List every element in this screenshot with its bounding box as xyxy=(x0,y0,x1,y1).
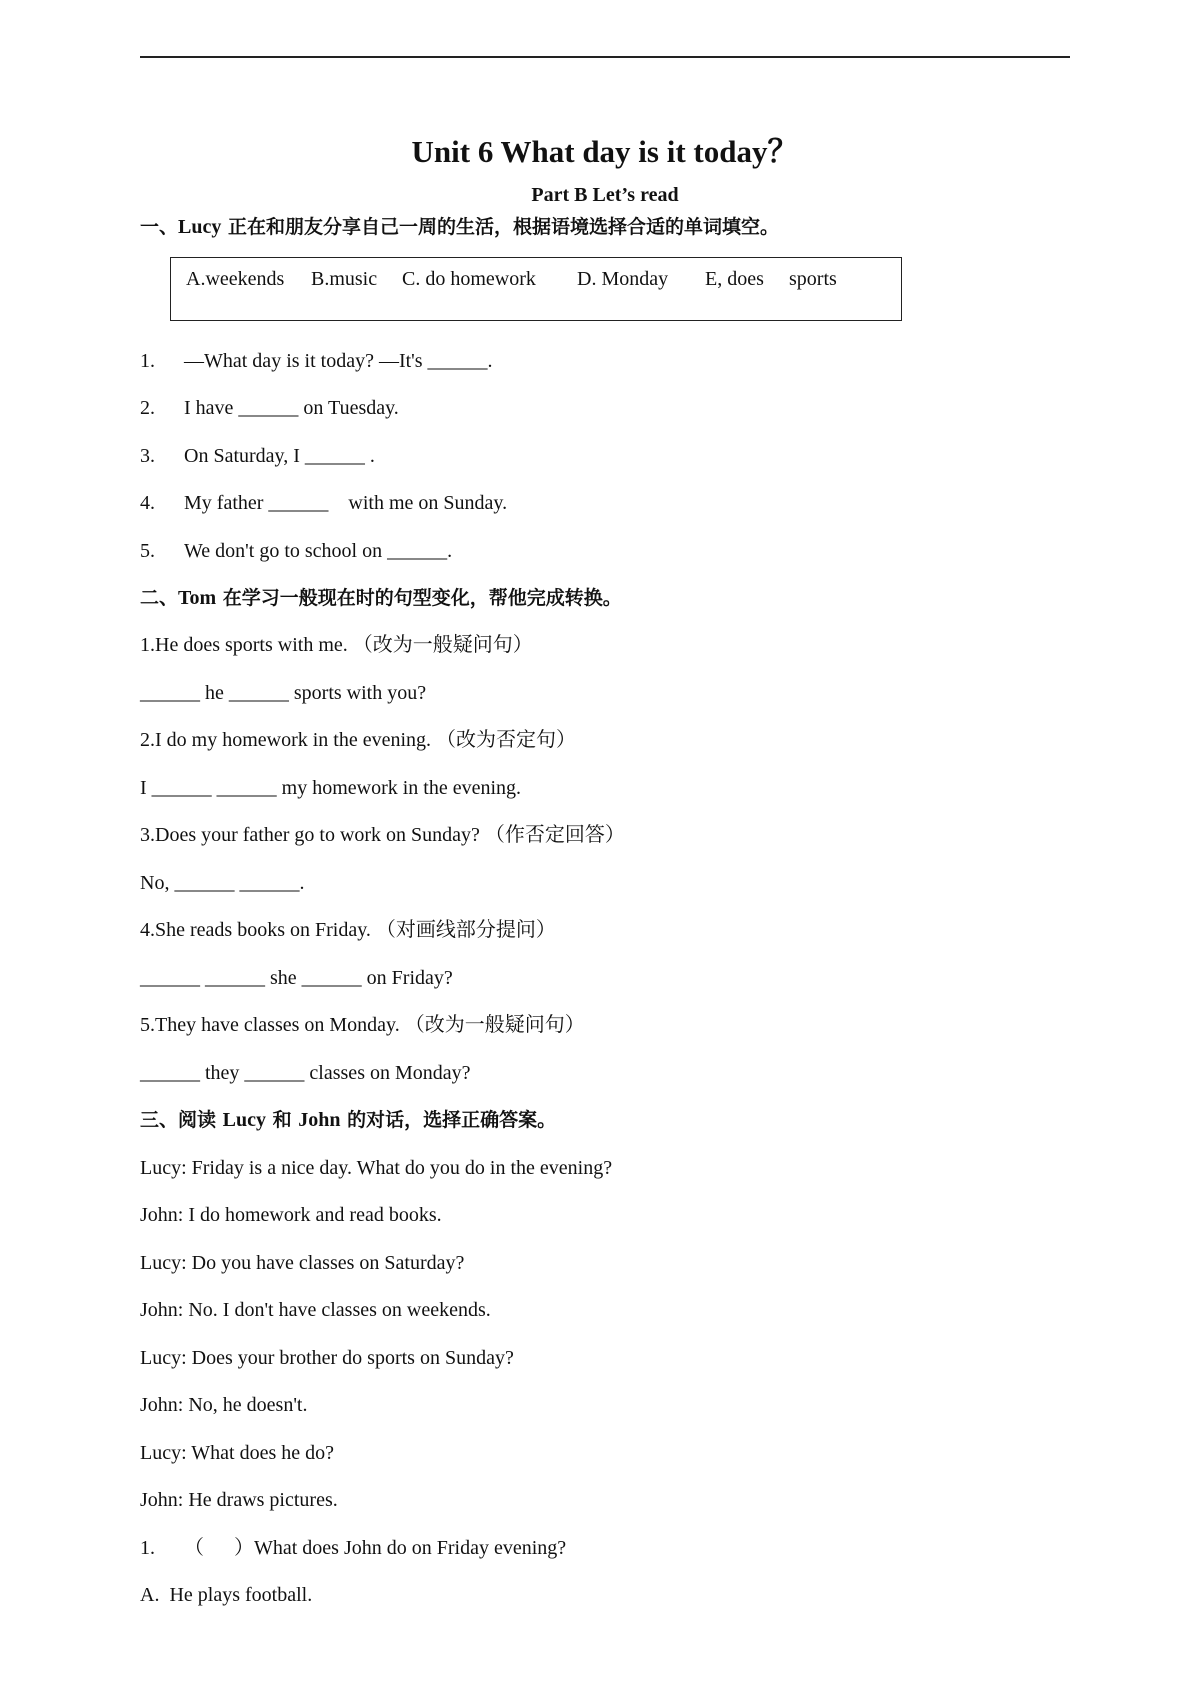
dialogue-line: John: No. I don't have classes on weekends. xyxy=(140,1299,491,1321)
dialogue-line: Lucy: Does your brother do sports on Sunday? xyxy=(140,1347,514,1369)
fill-item-4: 4. My father ______ with me on Sunday. xyxy=(140,492,508,514)
word-option-c: C. do homework xyxy=(402,268,536,290)
fill-item-1: 1. —What day is it today? —It's ______. xyxy=(140,350,493,372)
section-2-heading: 二、Tom 在学习一般现在时的句型变化，帮他完成转换。 xyxy=(140,587,622,609)
section-1-name: Lucy xyxy=(178,216,222,238)
word-option-d: D. Monday xyxy=(577,268,669,290)
fill-item-5: 5. We don't go to school on ______. xyxy=(140,540,453,562)
transform-answer-1: ______ he ______ sports with you? xyxy=(140,682,427,704)
dialogue-line: Lucy: Friday is a nice day. What do you do in the evening? xyxy=(140,1157,613,1179)
dialogue-line: Lucy: What does he do? xyxy=(140,1442,335,1464)
dialogue-line: John: He draws pictures. xyxy=(140,1489,338,1511)
transform-question-5: 5.They have classes on Monday. （改为一般疑问句） xyxy=(140,1014,585,1036)
section-1-heading xyxy=(140,214,779,240)
transform-question-2: 2.I do my homework in the evening. （改为否定句） xyxy=(140,729,577,751)
word-option-e: E, does xyxy=(705,268,764,290)
page-title: Unit 6 What day is it today？ xyxy=(411,134,799,169)
word-option-b: B.music xyxy=(311,268,378,290)
reading-question-1: 1. （ ）What does John do on Friday evening? xyxy=(140,1537,567,1559)
transform-answer-2: I ______ ______ my homework in the evening. xyxy=(140,777,522,799)
transform-question-3: 3.Does your father go to work on Sunday? （作否定回答） xyxy=(140,824,625,846)
transform-answer-3: No, ______ ______. xyxy=(140,872,305,894)
dialogue-line: John: I do homework and read books. xyxy=(140,1204,442,1226)
fill-item-2: 2. I have ______ on Tuesday. xyxy=(140,397,399,419)
transform-question-1: 1.He does sports with me. （改为一般疑问句） xyxy=(140,634,533,656)
section-1-text: 正在和朋友分享自己一周的生活，根据语境选择合适的单词填空。 xyxy=(221,216,779,238)
dialogue-line: Lucy: Do you have classes on Saturday? xyxy=(140,1252,465,1274)
reading-option-a: A. He plays football. xyxy=(140,1584,313,1606)
section-3-heading: 三、阅读 Lucy 和 John 的对话，选择正确答案。 xyxy=(140,1109,557,1131)
page-subtitle: Part B Let’s read xyxy=(531,184,679,206)
transform-question-4: 4.She reads books on Friday. （对画线部分提问） xyxy=(140,919,556,941)
fill-item-3: 3. On Saturday, I ______ . xyxy=(140,445,375,467)
transform-answer-5: ______ they ______ classes on Monday? xyxy=(140,1062,471,1084)
word-option-a: A.weekends xyxy=(186,268,285,290)
dialogue-line: John: No, he doesn't. xyxy=(140,1394,308,1416)
transform-answer-4: ______ ______ she ______ on Friday? xyxy=(140,967,453,989)
header-rule xyxy=(140,56,1070,58)
section-1-prefix: 一、 xyxy=(140,216,179,238)
word-option-e-2: sports xyxy=(789,268,837,290)
